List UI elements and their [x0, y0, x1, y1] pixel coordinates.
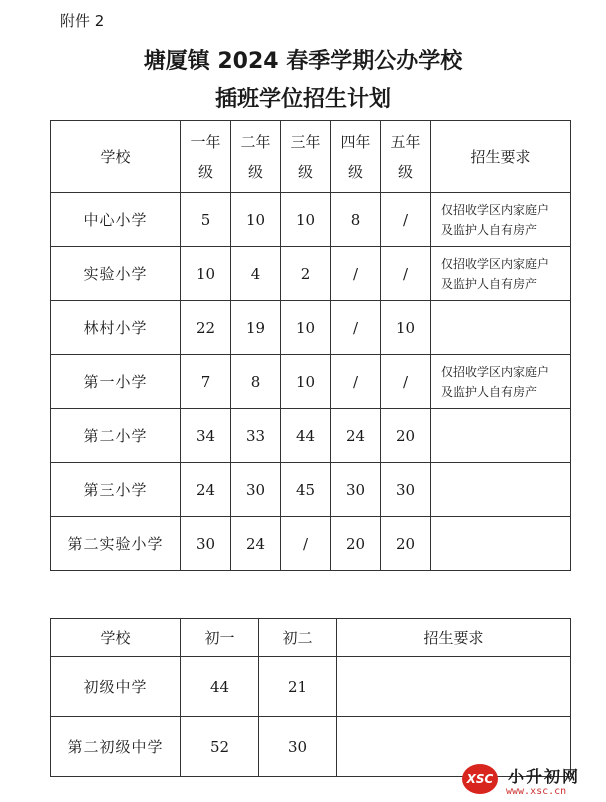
header-grade-3: 三年 级	[281, 121, 331, 193]
grade-1-seats: 5	[181, 193, 231, 247]
watermark-logo	[458, 760, 598, 800]
watermark-url: www.xsc.cn	[506, 786, 567, 797]
grade-1-seats: 22	[181, 301, 231, 355]
table-row	[51, 193, 571, 247]
grade-2-seats: 10	[231, 193, 281, 247]
requirement-cell	[337, 657, 571, 717]
primary-school-table	[50, 120, 571, 571]
requirement-cell	[431, 301, 571, 355]
school-name: 初级中学	[51, 657, 181, 717]
grade-2-seats: 30	[231, 463, 281, 517]
grade-5-seats: /	[381, 193, 431, 247]
header-school: 学校	[51, 121, 181, 193]
grade-5-seats: /	[381, 247, 431, 301]
grade-5-seats: 10	[381, 301, 431, 355]
grade-4-seats: /	[331, 301, 381, 355]
grade-4-seats: /	[331, 355, 381, 409]
school-name: 第二初级中学	[51, 717, 181, 777]
grade-4-seats: 20	[331, 517, 381, 571]
grade-1-seats: 10	[181, 247, 231, 301]
school-name: 林村小学	[51, 301, 181, 355]
school-name: 中心小学	[51, 193, 181, 247]
school-name: 第二小学	[51, 409, 181, 463]
header-grade-2: 二年 级	[231, 121, 281, 193]
table-row	[51, 657, 571, 717]
header-school: 学校	[51, 619, 181, 657]
requirement-cell: 仅招收学区内家庭户 及监护人自有房产	[431, 247, 571, 301]
table-header-row	[51, 121, 571, 193]
header-grade-7: 初一	[181, 619, 259, 657]
header-grade-5: 五年 级	[381, 121, 431, 193]
table-row	[51, 409, 571, 463]
header-requirement: 招生要求	[337, 619, 571, 657]
table-row	[51, 355, 571, 409]
grade-4-seats: /	[331, 247, 381, 301]
grade-4-seats: 30	[331, 463, 381, 517]
grade-2-seats: 8	[231, 355, 281, 409]
grade-4-seats: 24	[331, 409, 381, 463]
grade-8-seats: 21	[259, 657, 337, 717]
grade-5-seats: 20	[381, 517, 431, 571]
school-name: 第三小学	[51, 463, 181, 517]
grade-3-seats: 44	[281, 409, 331, 463]
grade-1-seats: 7	[181, 355, 231, 409]
grade-3-seats: 45	[281, 463, 331, 517]
grade-3-seats: 10	[281, 193, 331, 247]
grade-5-seats: /	[381, 355, 431, 409]
grade-8-seats: 30	[259, 717, 337, 777]
grade-1-seats: 30	[181, 517, 231, 571]
requirement-cell	[431, 463, 571, 517]
table-row	[51, 301, 571, 355]
grade-5-seats: 20	[381, 409, 431, 463]
grade-3-seats: /	[281, 517, 331, 571]
grade-3-seats: 10	[281, 301, 331, 355]
school-name: 第一小学	[51, 355, 181, 409]
xsc-logo-icon: XSC	[462, 764, 498, 794]
header-requirement: 招生要求	[431, 121, 571, 193]
grade-2-seats: 24	[231, 517, 281, 571]
attachment-label: 附件 2	[60, 12, 105, 30]
table-row	[51, 517, 571, 571]
document-title: 塘厦镇 2024 春季学期公办学校	[143, 49, 463, 74]
watermark-site-name: 小升初网	[508, 767, 581, 786]
grade-1-seats: 24	[181, 463, 231, 517]
table-row	[51, 247, 571, 301]
grade-4-seats: 8	[331, 193, 381, 247]
requirement-cell	[431, 409, 571, 463]
grade-3-seats: 10	[281, 355, 331, 409]
school-name: 实验小学	[51, 247, 181, 301]
table-header-row	[51, 619, 571, 657]
grade-3-seats: 2	[281, 247, 331, 301]
grade-2-seats: 19	[231, 301, 281, 355]
grade-1-seats: 34	[181, 409, 231, 463]
school-name: 第二实验小学	[51, 517, 181, 571]
table-row	[51, 463, 571, 517]
middle-school-table	[50, 618, 571, 777]
document-subtitle: 插班学位招生计划	[214, 87, 391, 112]
header-grade-4: 四年 级	[331, 121, 381, 193]
requirement-cell	[431, 517, 571, 571]
grade-2-seats: 4	[231, 247, 281, 301]
grade-2-seats: 33	[231, 409, 281, 463]
header-grade-8: 初二	[259, 619, 337, 657]
requirement-cell: 仅招收学区内家庭户 及监护人自有房产	[431, 355, 571, 409]
grade-7-seats: 44	[181, 657, 259, 717]
requirement-cell: 仅招收学区内家庭户 及监护人自有房产	[431, 193, 571, 247]
grade-7-seats: 52	[181, 717, 259, 777]
grade-5-seats: 30	[381, 463, 431, 517]
header-grade-1: 一年 级	[181, 121, 231, 193]
